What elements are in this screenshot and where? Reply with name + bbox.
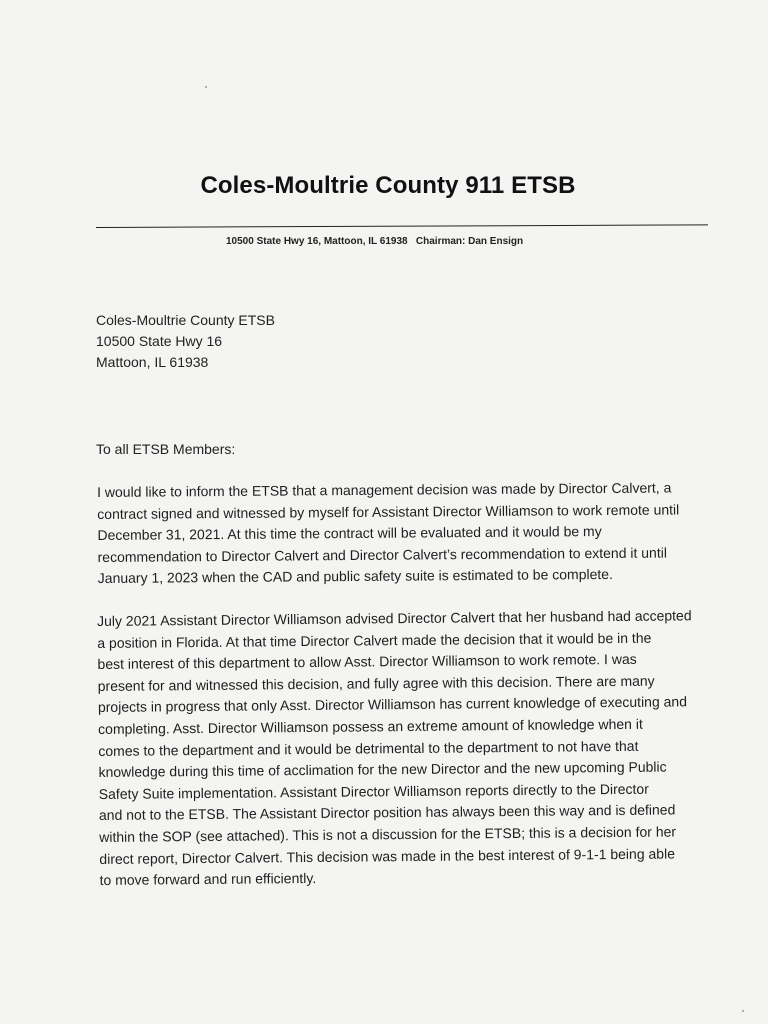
paragraph-line: direct report, Director Calvert. This decision was made in the best interest of 9-1-1 being able [99, 844, 676, 867]
paragraph-line: December 31, 2021. At this time the contract will be evaluated and it would be my [97, 523, 602, 544]
paragraph-line: to move forward and run efficiently. [99, 870, 317, 889]
paragraph-line: knowledge during this time of acclimation for the new Director and the new upcoming Public [98, 758, 667, 781]
scan-speck [742, 1010, 744, 1012]
address-line-name: Coles-Moultrie County ETSB [96, 312, 275, 328]
letterhead-divider [96, 224, 708, 228]
paragraph-line: Safety Suite implementation. Assistant Director Williamson reports directly to the Director [98, 780, 649, 802]
paragraph-line: comes to the department and it would be detrimental to the department to not have that [98, 737, 639, 759]
paragraph-line: and not to the ETSB. The Assistant Director position has always been this way and is defined [98, 801, 676, 824]
scan-speck [205, 86, 207, 88]
paragraph-line: a position in Florida. At that time Director Calvert made the decision that it would be in the [97, 629, 652, 651]
paragraph-line: within the SOP (see attached). This is not a discussion for the ETSB; this is a decision for her [99, 823, 677, 845]
paragraph-line: July 2021 Assistant Director Williamson advised Director Calvert that her husband had accepted [97, 607, 692, 629]
paragraph-line: best interest of this department to allow Asst. Director Williamson to work remote. I was [97, 651, 637, 673]
address-line-street: 10500 State Hwy 16 [96, 333, 223, 349]
body-paragraph-2 [97, 605, 700, 891]
body-paragraph-1 [97, 477, 698, 590]
address-line-city: Mattoon, IL 61938 [96, 354, 209, 370]
letterhead-title: Coles-Moultrie County 911 ETSB [200, 172, 576, 199]
paragraph-line: I would like to inform the ETSB that a management decision was made by Director Calvert, a [97, 479, 672, 500]
paragraph-line: present for and witnessed this decision, and fully agree with this decision. There are many [97, 672, 655, 694]
paragraph-line: January 1, 2023 when the CAD and public safety suite is estimated to be complete. [97, 566, 613, 587]
salutation: To all ETSB Members: [96, 441, 236, 457]
paragraph-line: projects in progress that only Asst. Director Williamson has current knowledge of executing and [97, 693, 688, 716]
paragraph-line: recommendation to Director Calvert and Director Calvert’s recommendation to extend it until [97, 544, 667, 565]
letterhead-subtitle: 10500 State Hwy 16, Mattoon, IL 61938 Chairman: Dan Ensign [226, 236, 524, 247]
paragraph-line: contract signed and witnessed by myself for Assistant Director Williamson to work remote until [97, 501, 680, 522]
paragraph-line: completing. Asst. Director Williamson possess an extreme amount of knowledge when it [98, 715, 643, 737]
recipient-address [96, 310, 275, 373]
